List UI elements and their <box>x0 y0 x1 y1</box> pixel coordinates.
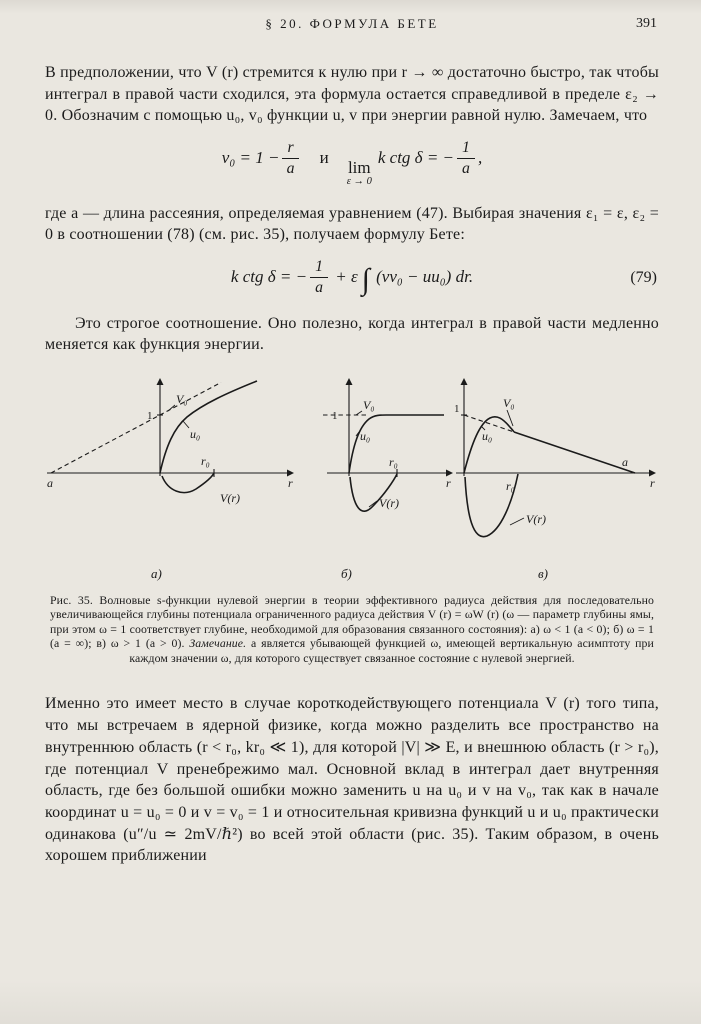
v0-label: V₀ <box>363 397 375 412</box>
figure-subplot-v <box>454 376 659 581</box>
fraction-numerator: r <box>282 139 298 159</box>
subplot-label-b: б) <box>341 565 352 581</box>
one-label: 1 <box>147 409 153 422</box>
v0-leader-line <box>356 411 362 415</box>
paragraph-3: Это строгое соотношение. Оно полезно, когда интеграл в правой части медленно меняется как функция энергии. <box>45 314 659 354</box>
y-axis-arrow-icon <box>461 378 468 385</box>
paragraph-1: В предположении, что V (r) стремится к нулю при r → ∞ достаточно быстро, так чтобы интеграл в правой части сходился, эта формула остается справедливой в пределе ε₂ → 0. Обозначим с помощью u₀, v₀ функции u, v при энергии равной нулю. Замечаем, что <box>45 64 659 125</box>
figure-caption-note-label: Замечание. <box>189 636 247 651</box>
page-number: 391 <box>636 16 657 31</box>
figure-subplot-b <box>319 376 454 581</box>
y-axis-arrow-icon <box>157 378 164 385</box>
formula-mid: k ctg δ = − <box>377 148 455 168</box>
fraction-numerator: 1 <box>457 139 475 159</box>
figure-caption-note-text: a является убывающей функцией ω, имеющей вертикальную асимптоту при каждом значении ω, для которого существует связанное состояние с нулевой энергией. <box>129 636 654 665</box>
equation-number: (79) <box>630 269 657 287</box>
figure-35 <box>45 376 659 581</box>
a-intercept-label: a <box>622 454 628 469</box>
fraction-denominator: a <box>462 159 470 177</box>
page-header <box>45 16 659 36</box>
y-axis-arrow-icon <box>346 378 353 385</box>
formula-bethe-79 <box>45 259 659 297</box>
formula-tail: , <box>477 148 483 168</box>
formula-lhs: v₀ = 1 − <box>221 148 280 168</box>
v0-solid-line <box>514 432 635 473</box>
fraction-r-over-a <box>282 139 298 177</box>
r0-label: r₀ <box>201 453 210 468</box>
a-intercept-label: a <box>47 475 53 490</box>
integral-sign: ∫ <box>361 263 370 297</box>
u0-leader-line <box>183 421 189 428</box>
limit-word: lim <box>347 158 371 178</box>
u0-label: u₀ <box>482 428 493 443</box>
figure-caption <box>50 593 654 666</box>
one-label: 1 <box>332 409 338 422</box>
r-axis-label: r <box>446 475 451 490</box>
one-label: 1 <box>454 402 460 415</box>
limit-subscript: ε → 0 <box>346 176 372 188</box>
vr-label: V(r) <box>379 495 399 510</box>
r-axis-label: r <box>288 475 293 490</box>
running-head: § 20. ФОРМУЛА БЕТЕ <box>265 16 439 31</box>
formula-rhs: (vv₀ − uu₀) dr. <box>376 267 474 287</box>
fraction-1-over-a <box>310 258 328 296</box>
v0-label: V₀ <box>503 395 515 410</box>
paragraph-4: Именно это имеет место в случае короткодействующего потенциала V (r) того типа, что мы встречаем в ядерной физике, когда можно разделить все пространство на внутреннюю область (r < r₀, kr₀ ≪ 1), для которой |V| ≫ E, и внешнюю область (r > r₀), где потенциал V пренебрежимо мал. Основной вклад в интеграл дает внутренняя область, где без большой ошибки можно заменить u на u₀ и v на v₀, так как в начале координат u = u₀ = 0 и v = v₀ = 1 и относительная кривизна функций u и u₀ практически одинакова (u″/u ≃ 2mV/ℏ²) во всей этой области (рис. 35). Таким образом, в очень хорошем приближении <box>45 695 659 865</box>
fraction-denominator: a <box>315 278 323 296</box>
formula-lhs: k ctg δ = − <box>230 267 308 287</box>
fraction-1-over-a <box>457 139 475 177</box>
formula-mid: + ε <box>335 267 358 287</box>
u0-curve <box>464 417 514 473</box>
subplot-label-a: а) <box>151 565 162 581</box>
r0-label: r₀ <box>506 478 515 493</box>
figure-subplot-a <box>45 376 295 581</box>
vr-label: V(r) <box>220 490 240 505</box>
fraction-numerator: 1 <box>310 258 328 278</box>
figure-caption-text: Волновые s-функции нулевой энергии в теории эффективного радиуса действия для последовательно увеличивающейся глубины потенциала ограниченного радиуса действия V (r) = ωW (r) (ω — параметр глубины ямы, при этом ω = 1 соответствует глубине, необходимой для образования связанного состояния): а) ω < 1 (a < 0); б) ω = 1 (a = ∞); в) ω > 1 (a > 0). <box>50 592 654 651</box>
u0-label: u₀ <box>360 428 371 443</box>
v0-label: V₀ <box>176 391 188 406</box>
paragraph-2: где a — длина рассеяния, определяемая уравнением (47). Выбирая значения ε₁ = ε, ε₂ = 0 в соотношении (78) (см. рис. 35), получаем формулу Бете: <box>45 204 659 244</box>
figure-caption-number: Рис. 35. <box>50 592 93 607</box>
subplot-label-v: в) <box>538 565 548 581</box>
r-axis-label: r <box>650 475 655 490</box>
fraction-denominator: a <box>286 159 295 177</box>
formula-zero-energy <box>45 140 659 188</box>
potential-well-curve <box>162 473 214 493</box>
conjunction: и <box>319 148 329 168</box>
vr-label: V(r) <box>526 511 546 526</box>
r0-label: r₀ <box>389 454 398 469</box>
vr-leader-line <box>510 518 524 525</box>
limit-operator <box>347 159 372 188</box>
u0-label: u₀ <box>190 426 201 441</box>
